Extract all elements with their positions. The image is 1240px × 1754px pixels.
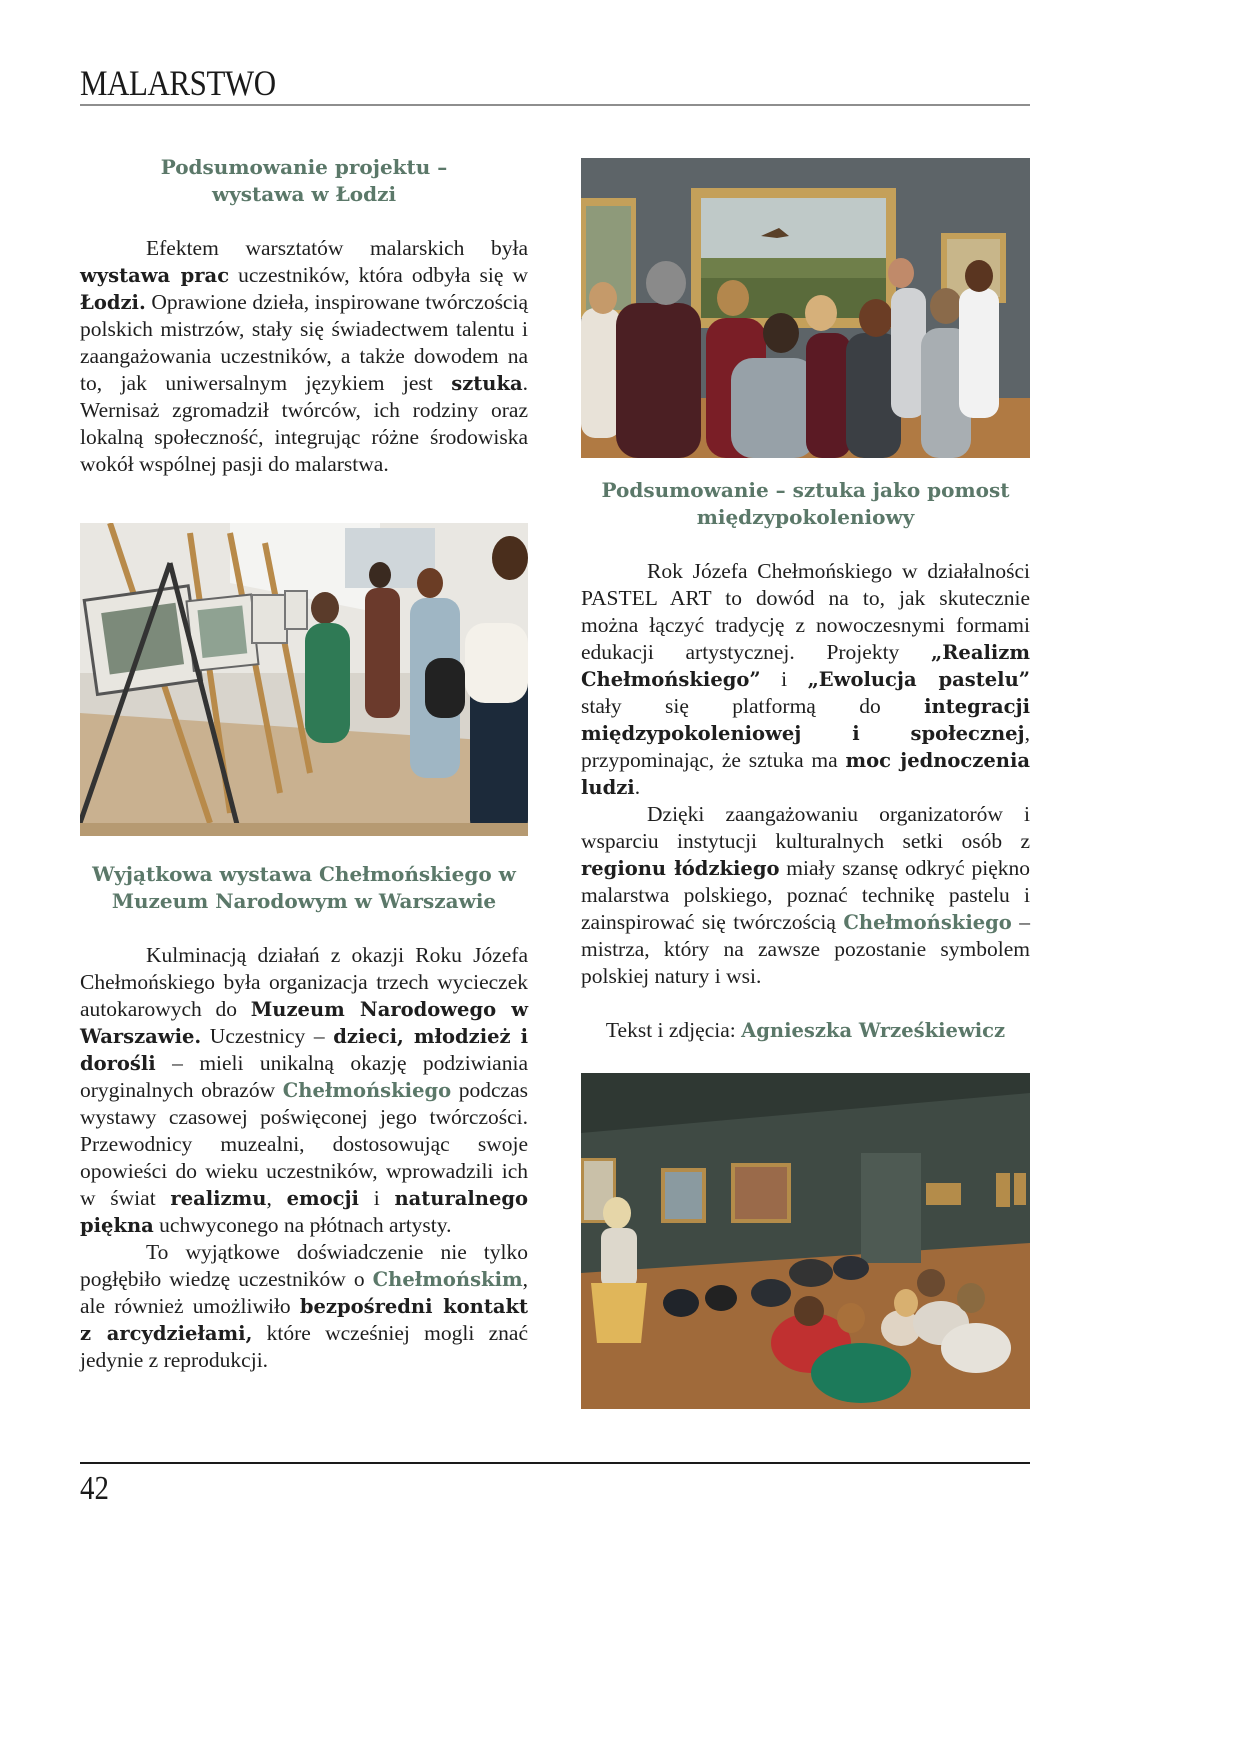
photo-text-credit [581,1017,1030,1044]
paragraph-exhibition-lodz: Efektem warsztatów malarskich była wystawa prac uczestników, która odbyła się w Łodzi. Oprawione dzieła, inspirowane twórczością polskich mistrzów, stały się świadectwem talentu i zaangażowania uczestników, a także dowodem na to, jak uniwersalnym językiem jest sztuka. Wernisaż zgromadził twórców, ich rodziny oraz lokalną społeczność, integrując różne środowiska wokół wspólnej pasji do malarstwa. [80,236,528,476]
header-rule [80,104,1030,106]
credit-label: Tekst i zdjęcia: [605,1018,742,1042]
heading-line: Podsumowanie projektu – [160,155,448,179]
heading-line: Muzeum Narodowym w Warszawie [111,889,497,913]
heading-line: Podsumowanie – sztuka jako pomost [601,478,1010,502]
photo-museum-guided-tour [581,1073,1030,1409]
credit-author: Agnieszka Wrześkiewicz [741,1019,1006,1042]
heading-line: międzypokoleniowy [696,505,915,529]
left-column-bottom [80,861,528,1374]
photo-gallery-visitors [581,158,1030,458]
heading-museum-warsaw [80,861,528,915]
section-title: MALARSTWO [80,63,276,103]
paragraph-museum-trips: Kulminacją działań z okazji Roku Józefa Chełmońskiego była organizacja trzech wycieczek autokarowych do Muzeum Narodowego w Warszawie. Uczestnicy – dzieci, młodzież i dorośli – mieli unikalną okazję podziwiania oryginalnych obrazów Chełmońskiego podczas wystawy czasowej poświęconej jego twórczości. Przewodnicy muzealni, dostosowując swoje opowieści do wieku uczestników, wprowadzili ich w świat realizmu, emocji i naturalnego piękna uchwyconego na płótnach artysty. [80,943,529,1237]
heading-line: Wyjątkowa wystawa Chełmońskiego w [92,862,516,886]
paragraph-organizers: Dzięki zaangażowaniu organizatorów i wsparciu instytucji kulturalnych setki osób z regionu łódzkiego miały szansę odkryć piękno malarstwa polskiego, poznać technikę pastelu i zainspirować się twórczością Chełmońskiego – mistrza, który na zawsze pozostanie symbolem polskiej natury i wsi. [581,802,1031,988]
paragraph-pastel-art-year: Rok Józefa Chełmońskiego w działalności PASTEL ART to dowód na to, jak skutecznie można łączyć tradycję z nowoczesnymi formami edukacji artystycznej. Projekty „Realizm Chełmońskiego” i „Ewolucja pastelu” stały się platformą do integracji międzypokoleniowej i społecznej, przypominając, że sztuka ma moc jednoczenia ludzi. [581,559,1030,799]
photo-exhibition-easels [80,523,528,836]
right-column-text [581,477,1030,1044]
left-column-top [80,154,528,478]
footer-rule [80,1462,1030,1464]
paragraph-direct-contact: To wyjątkowe doświadczenie nie tylko pogłębiło wiedzę uczestników o Chełmońskim, ale również umożliwiło bezpośredni kontakt z arcydziełami, które wcześniej mogli znać jedynie z reprodukcji. [80,1240,528,1372]
heading-summary-lodz [80,154,528,208]
page-number: 42 [80,1470,109,1507]
heading-intergenerational-bridge [581,477,1030,531]
heading-line: wystawa w Łodzi [211,182,397,206]
running-header [80,62,1030,104]
